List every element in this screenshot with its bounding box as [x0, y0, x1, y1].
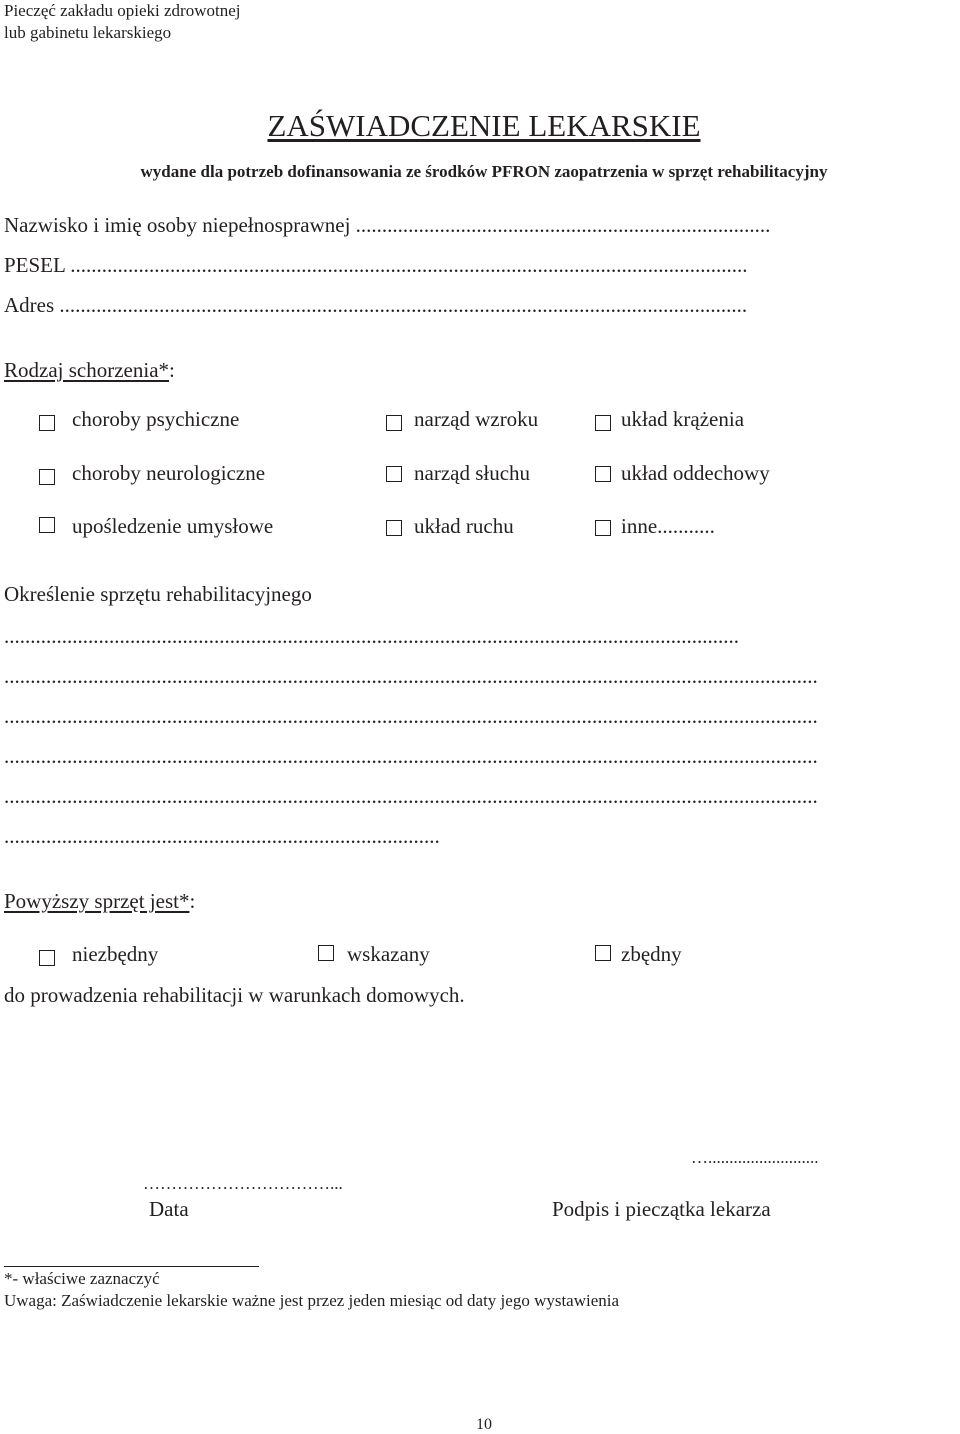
date-dots[interactable]: ……………………………... [143, 1174, 343, 1193]
document-subtitle: wydane dla potrzeb dofinansowania ze środków PFRON zaopatrzenia w sprzęt rehabilitacyjny [140, 162, 828, 181]
checkbox-choroby-psychiczne[interactable] [39, 415, 55, 431]
equipment-heading: Określenie sprzętu rehabilitacyjnego [4, 582, 312, 606]
checkbox-uposledzenie-umyslowe[interactable] [39, 517, 55, 533]
checkbox-uklad-oddechowy[interactable] [595, 466, 611, 482]
name-field[interactable]: Nazwisko i imię osoby niepełnosprawnej ............................................................................... [4, 213, 771, 237]
footnote-divider [4, 1266, 259, 1267]
checkbox-narzad-wzroku[interactable] [386, 415, 402, 431]
footnote-note: Uwaga: Zaświadczenie lekarskie ważne jest przez jeden miesiąc od daty jego wystawienia [4, 1291, 620, 1310]
disease-type-heading [4, 358, 175, 383]
option-narzad-sluchu: narząd słuchu [414, 461, 531, 485]
footnote-star: *- właściwe zaznaczyć [4, 1269, 160, 1288]
signature-label: Podpis i pieczątka lekarza [552, 1197, 771, 1221]
checkbox-uklad-krazenia[interactable] [595, 415, 611, 431]
option-uklad-ruchu: układ ruchu [414, 514, 514, 538]
option-uklad-krazenia: układ krążenia [621, 407, 745, 431]
option-wskazany: wskazany [347, 942, 430, 966]
page-number: 10 [476, 1416, 492, 1433]
document-title: ZAŚWIADCZENIE LEKARSKIE [267, 108, 701, 143]
checkbox-wskazany[interactable] [318, 945, 334, 961]
checkbox-inne[interactable] [595, 520, 611, 536]
option-uposledzenie-umyslowe: upośledzenie umysłowe [72, 514, 274, 538]
stamp-label-line1: Pieczęć zakładu opieki zdrowotnej [4, 1, 241, 20]
necessity-heading [4, 889, 195, 914]
date-label: Data [149, 1197, 189, 1221]
disease-type-label: Rodzaj schorzenia* [4, 358, 170, 382]
equipment-line-3[interactable]: ........................................................................................................................................................... [4, 704, 818, 728]
option-uklad-oddechowy: układ oddechowy [621, 461, 770, 485]
option-choroby-psychiczne: choroby psychiczne [72, 407, 240, 431]
checkbox-niezbedny[interactable] [39, 950, 55, 966]
pesel-field[interactable]: PESEL ................................................................................................................................. [4, 253, 748, 277]
option-zbedny: zbędny [621, 942, 682, 966]
necessity-continuation: do prowadzenia rehabilitacji w warunkach domowych. [4, 983, 465, 1007]
equipment-line-1[interactable]: ............................................................................................................................................ [4, 624, 739, 648]
equipment-line-5[interactable]: ........................................................................................................................................................... [4, 784, 818, 808]
equipment-line-6[interactable]: ................................................................................... [4, 824, 440, 848]
option-niezbedny: niezbędny [72, 942, 159, 966]
equipment-line-4[interactable]: ........................................................................................................................................................... [4, 744, 818, 768]
stamp-label-line2: lub gabinetu lekarskiego [4, 23, 172, 42]
necessity-colon: : [189, 889, 196, 913]
checkbox-narzad-sluchu[interactable] [386, 466, 402, 482]
necessity-label: Powyższy sprzęt jest* [4, 889, 190, 913]
option-narzad-wzroku: narząd wzroku [414, 407, 539, 431]
checkbox-uklad-ruchu[interactable] [386, 520, 402, 536]
signature-dots[interactable]: ….......................... [691, 1148, 819, 1167]
option-inne[interactable]: inne........... [621, 514, 715, 538]
option-choroby-neurologiczne: choroby neurologiczne [72, 461, 266, 485]
checkbox-choroby-neurologiczne[interactable] [39, 469, 55, 485]
address-field[interactable]: Adres ................................................................................................................................... [4, 293, 748, 317]
disease-type-colon: : [169, 358, 175, 382]
equipment-line-2[interactable]: ........................................................................................................................................................... [4, 664, 818, 688]
checkbox-zbedny[interactable] [595, 945, 611, 961]
